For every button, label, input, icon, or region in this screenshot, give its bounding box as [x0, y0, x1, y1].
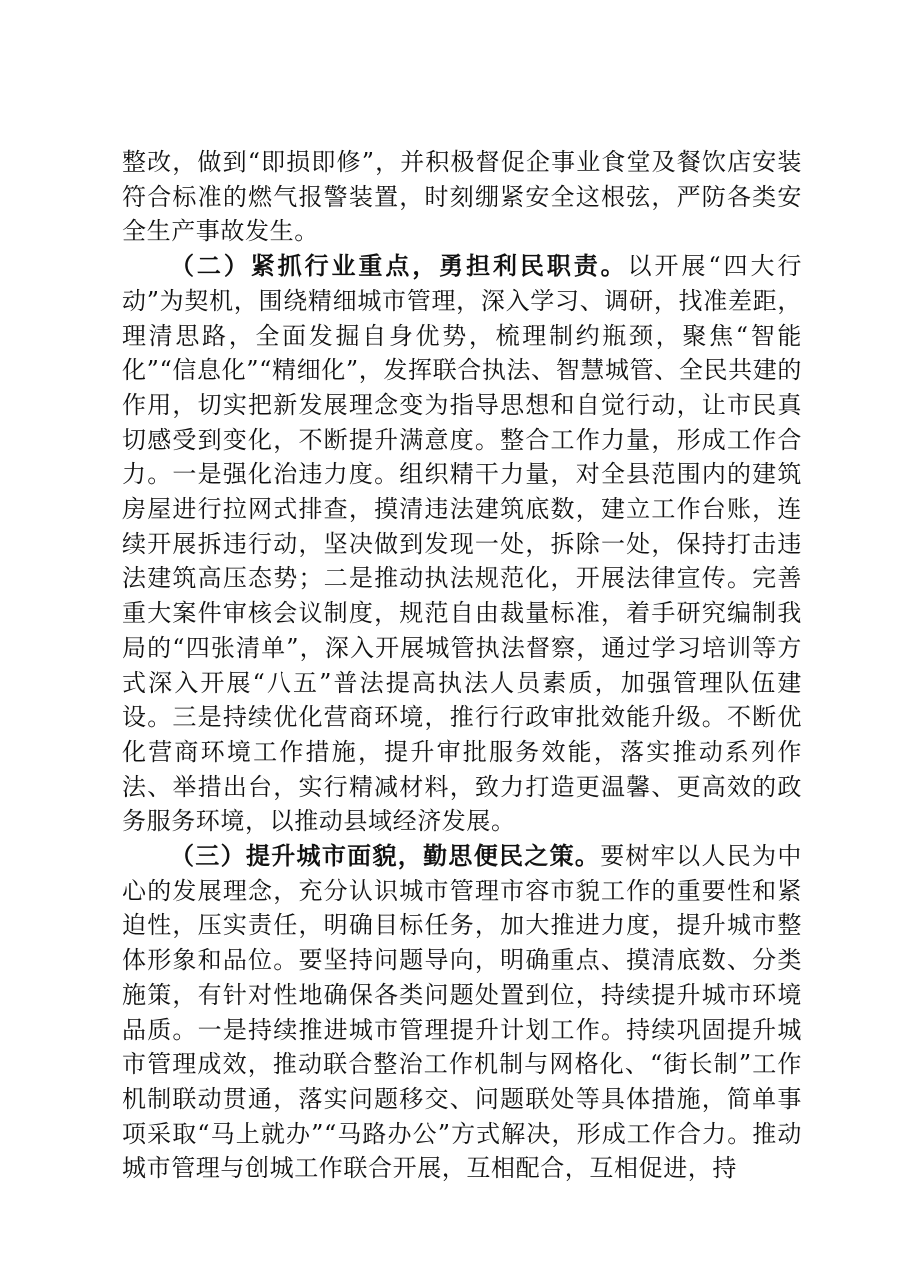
- paragraph-section-2: [122, 249, 802, 839]
- section-heading: （二）紧抓行业重点，勇担利民职责。: [170, 251, 628, 281]
- paragraph-body: 要树牢以人民为中心的发展理念，充分认识城市管理市容市貌工作的重要性和紧迫性，压实责任，明确目标任务，加大推进力度，提升城市整体形象和品位。要坚持问题导向，明确重点、摸清底数、分类施策，有针对性地确保各类问题处置到位，持续提升城市环境品质。一是持续推进城市管理提升计划工作。持续巩固提升城市管理成效，推动联合整治工作机制与网格化、“街长制”工作机制联动贯通，落实问题移交、问题联处等具体措施，简单事项采取“马上就办”“马路办公”方式解决，形成工作合力。推动城市管理与创城工作联合开展，互相配合，互相促进，持: [122, 842, 802, 1183]
- paragraph-body: 整改，做到“即损即修”，并积极督促企事业食堂及餐饮店安装符合标准的燃气报警装置，时刻绷紧安全这根弦，严防各类安全生产事故发生。: [122, 148, 802, 246]
- paragraph-continuation: [122, 145, 802, 249]
- section-heading: （三）提升城市面貌，勤思便民之策。: [170, 841, 601, 871]
- paragraph-body: 以开展“四大行动”为契机，围绕精细城市管理，深入学习、调研，找准差距，理清思路，全面发掘自身优势，梳理制约瓶颈，聚焦“智能化”“信息化”“精细化”，发挥联合执法、智慧城管、全民共建的作用，切实把新发展理念变为指导思想和自觉行动，让市民真切感受到变化，不断提升满意度。整合工作力量，形成工作合力。一是强化治违力度。组织精干力量，对全县范围内的建筑房屋进行拉网式排查，摸清违法建筑底数，建立工作台账，连续开展拆违行动，坚决做到发现一处，拆除一处，保持打击违法建筑高压态势；二是推动执法规范化，开展法律宣传。完善重大案件审核会议制度，规范自由裁量标准，着手研究编制我局的“四张清单”，深入开展城管执法督察，通过学习培训等方式深入开展“八五”普法提高执法人员素质，加强管理队伍建设。三是持续优化营商环境，推行行政审批效能升级。不断优化营商环境工作措施，提升审批服务效能，落实推动系列作法、举措出台，实行精减材料，致力打造更温馨、更高效的政务服务环境，以推动县域经济发展。: [122, 252, 802, 836]
- document-body: [122, 145, 802, 1186]
- paragraph-section-3: [122, 839, 802, 1186]
